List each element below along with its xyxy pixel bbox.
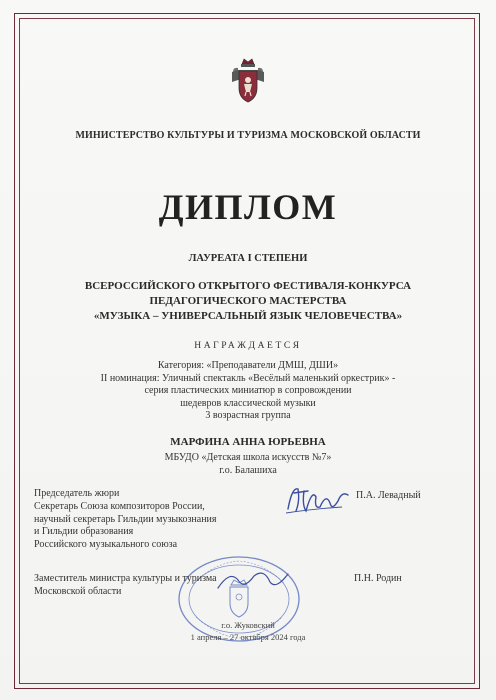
age-group-line: 3 возрастная группа — [205, 410, 291, 421]
festival-line-1: ВСЕРОССИЙСКОГО ОТКРЫТОГО ФЕСТИВАЛЯ-КОНКУРСА — [84, 280, 412, 292]
footer-city: г.о. Жуковский — [221, 620, 275, 630]
signature-1-image — [282, 479, 354, 519]
school-name: МБУДО «Детская школа искусств №7» — [164, 452, 332, 463]
signatory-2-name: П.Н. Родин — [354, 573, 402, 584]
signatory-1-name: П.А. Левадный — [356, 490, 421, 501]
signatory-1-line: научный секретарь Гильдии музыкознания — [34, 513, 217, 525]
nomination-line-3: шедевров классической музыки — [180, 397, 316, 409]
nomination-line: II номинация: Уличный спектакль «Весёлый маленький оркестрик» - — [100, 372, 396, 384]
signatory-2-title — [34, 573, 217, 599]
festival-name — [0, 279, 496, 324]
signatory-1-line: Российского музыкального союза — [34, 539, 178, 551]
festival-line-3: «МУЗЫКА – УНИВЕРСАЛЬНЫЙ ЯЗЫК ЧЕЛОВЕЧЕСТВА» — [93, 310, 403, 322]
signatory-2-line: Московской области — [34, 585, 122, 597]
diploma-title: ДИПЛОМ — [158, 187, 338, 227]
school-city: г.о. Балашиха — [219, 465, 277, 476]
award-details — [0, 360, 496, 423]
laureate-degree: ЛАУРЕАТА I СТЕПЕНИ — [188, 253, 308, 264]
signatory-1-line: Председатель жюри — [34, 488, 120, 499]
awarded-label: НАГРАЖДАЕТСЯ — [194, 341, 302, 351]
coat-of-arms-emblem — [230, 58, 266, 104]
signature-2-image — [214, 566, 294, 596]
nomination-line-2: серия пластических миниатюр в сопровождении — [144, 385, 352, 396]
signatory-1-title — [34, 488, 217, 552]
signatory-1-line: и Гильдии образования — [34, 526, 134, 538]
signatory-1-line: Секретарь Союза композиторов России, — [34, 500, 205, 512]
school-info — [0, 451, 496, 477]
ministry-name: МИНИСТЕРСТВО КУЛЬТУРЫ И ТУРИЗМА МОСКОВСКОЙ ОБЛАСТИ — [75, 130, 421, 141]
festival-line-2: ПЕДАГОГИЧЕСКОГО МАСТЕРСТВА — [149, 295, 347, 307]
category-line: Категория: «Преподаватели ДМШ, ДШИ» — [157, 360, 339, 371]
winner-name: МАРФИНА АННА ЮРЬЕВНА — [170, 436, 326, 448]
signatory-2-line: Заместитель министра культуры и туризма — [34, 573, 217, 584]
footer-dates: 1 апреля – 27 октября 2024 года — [190, 632, 306, 642]
